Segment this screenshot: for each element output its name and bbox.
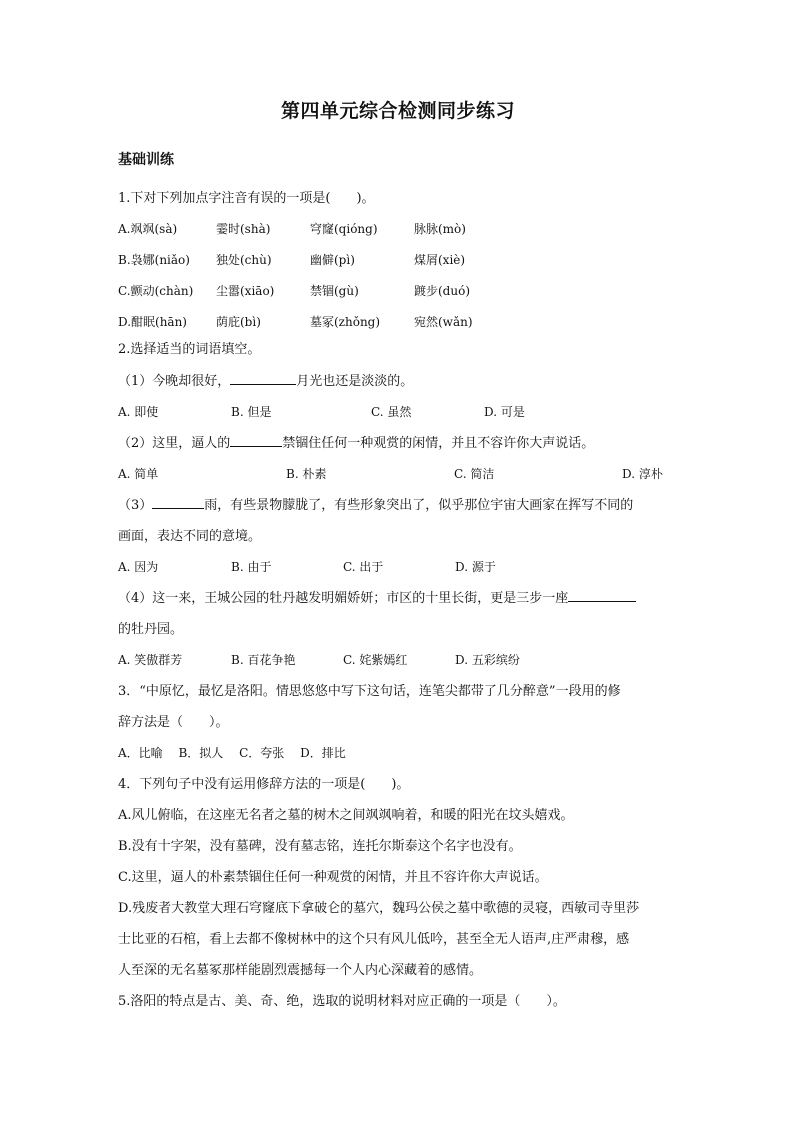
sub4-text-pre: （4）这一来，王城公园的牡丹越发明媚娇妍；市区的十里长街，更是三步一座: [118, 591, 569, 606]
choice-b: B. 由于: [231, 560, 272, 574]
option-b-1: B.袅娜(niǎo): [118, 253, 190, 267]
fill-blank[interactable]: [230, 432, 282, 447]
fill-blank[interactable]: [152, 494, 204, 509]
question-2-sub3-cont: 画面，表达不同的意境。: [118, 529, 262, 544]
question-3-stem-cont: 辞方法是（ ）。: [118, 715, 229, 730]
question-2-stem: 2.选择适当的词语填空。: [118, 342, 261, 357]
option-d-1: D.酣眠(hān): [118, 315, 187, 329]
question-2-sub2: [118, 428, 678, 459]
question-2-sub2-options: [118, 459, 678, 490]
question-3-stem: 3．“中原忆，最忆是洛阳。情思悠悠中写下这句话，连笔尖都带了几分醉意”一段用的修: [118, 684, 621, 699]
sub1-text-pre: （1）今晚却很好，: [118, 374, 231, 389]
choice-d: D. 源于: [455, 560, 496, 574]
option-a-1: A.飒飒(sà): [118, 222, 178, 236]
choice-a: A. 笑傲群芳: [118, 653, 183, 667]
question-1-stem: 1.下对下列加点字注音有误的一项是( )。: [118, 191, 375, 206]
question-2-sub4-options: [118, 645, 678, 676]
option-d-2: 荫庇(bì): [216, 315, 261, 329]
fill-blank[interactable]: [568, 587, 636, 602]
question-1-options: [118, 214, 678, 338]
choice-b: B. 百花争艳: [231, 653, 296, 667]
question-4-option-d-line3: 人至深的无名墓冢那样能剧烈震撼每一个人内心深藏着的感情。: [118, 963, 483, 978]
sub3-text-post: 雨，有些景物朦胧了，有些形象突出了，似乎那位宇宙大画家在挥写不同的: [204, 498, 634, 513]
choice-a: A. 即使: [118, 405, 159, 419]
question-5-stem: 5.洛阳的特点是古、美、奇、绝，选取的说明材料对应正确的一项是（ ）。: [118, 994, 566, 1009]
choice-a: A. 因为: [118, 560, 159, 574]
choice-b: B. 朴素: [286, 467, 327, 481]
option-c-1: C.颤动(chàn): [118, 284, 194, 298]
option-d-4: 宛然(wǎn): [414, 315, 473, 329]
question-2-sub3-options: [118, 552, 678, 583]
question-4-stem: 4．下列句子中没有运用修辞方法的一项是( )。: [118, 777, 410, 792]
choice-b: B. 但是: [231, 405, 272, 419]
option-b-2: 独处(chù): [216, 253, 272, 267]
sub1-text-post: 月光也还是淡淡的。: [296, 374, 414, 389]
question-2-sub3: [118, 490, 678, 521]
choice-c: C. 虽然: [371, 405, 412, 419]
question-2-sub4-cont: 的牡丹园。: [118, 622, 184, 637]
question-4-option-d-line1: D.残废者大教堂大理石穹窿底下拿破仑的墓穴，魏玛公侯之墓中歌德的灵寝，西敏司寺里莎: [118, 901, 640, 916]
question-3-options: A．比喻 B．拟人 C．夸张 D．排比: [118, 746, 346, 760]
choice-c: C. 姹紫嫣红: [343, 653, 408, 667]
option-d-3: 墓冢(zhǒng): [310, 315, 381, 329]
choice-d: D. 五彩缤纷: [455, 653, 520, 667]
worksheet-page: [118, 96, 678, 1017]
option-b-4: 煤屑(xiè): [414, 253, 466, 267]
option-a-3: 穹窿(qióng): [310, 222, 378, 236]
question-2-sub1: [118, 366, 678, 397]
sub3-text-pre: （3）: [118, 498, 153, 513]
sub2-text-post: 禁锢住任何一种观赏的闲情，并且不容许你大声说话。: [282, 436, 595, 451]
choice-c: C. 出于: [343, 560, 384, 574]
question-4-option-c: C.这里，逼人的朴素禁锢住任何一种观赏的闲情，并且不容许你大声说话。: [118, 870, 548, 885]
choice-d: D. 淳朴: [622, 467, 663, 481]
section-heading: 基础训练: [118, 152, 174, 168]
page-title: 第四单元综合检测同步练习: [280, 100, 515, 122]
question-2-sub1-options: [118, 397, 678, 428]
option-c-3: 禁锢(gù): [310, 284, 359, 298]
choice-c: C. 简洁: [454, 467, 495, 481]
option-a-2: 霎时(shà): [216, 222, 271, 236]
option-c-2: 尘嚣(xiāo): [216, 284, 275, 298]
choice-a: A. 简单: [118, 467, 159, 481]
sub2-text-pre: （2）这里，逼人的: [118, 436, 231, 451]
question-4-option-d-line2: 士比亚的石棺，看上去都不像树林中的这个只有风儿低吟，甚至全无人语声,庄严肃穆，感: [118, 932, 630, 947]
question-4-option-a: A.风儿俯临，在这座无名者之墓的树木之间飒飒响着，和暖的阳光在坟头嬉戏。: [118, 808, 574, 823]
option-a-4: 脉脉(mò): [414, 222, 466, 236]
question-2-sub4: [118, 583, 678, 614]
option-b-3: 幽僻(pì): [310, 253, 355, 267]
choice-d: D. 可是: [484, 405, 525, 419]
option-c-4: 踱步(duó): [414, 284, 470, 298]
question-4-option-b: B.没有十字架，没有墓碑，没有墓志铭，连托尔斯泰这个名字也没有。: [118, 839, 522, 854]
fill-blank[interactable]: [230, 370, 296, 385]
